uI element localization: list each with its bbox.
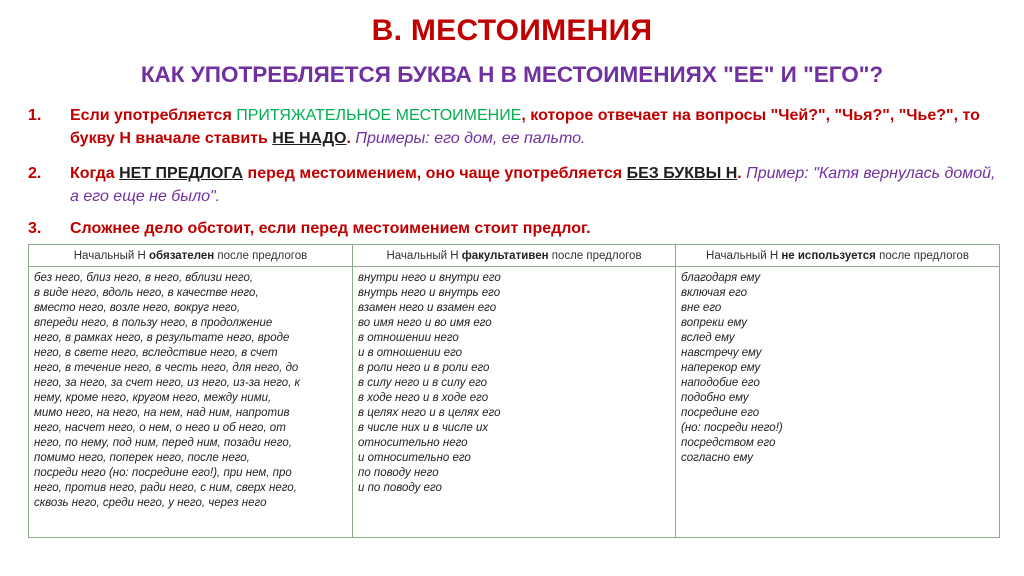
page-title: В. МЕСТОИМЕНИЯ — [371, 14, 653, 47]
rule-underline: БЕЗ БУКВЫ Н — [626, 165, 738, 182]
rule-text-part: , которое отвечает на вопросы "Чей?", "Чья?", "Чье?", то букву Н вначале ставить — [70, 107, 980, 147]
rule-text-part: . — [737, 165, 747, 182]
table-cell-line: и в отношении его — [358, 347, 463, 359]
table-cell-line: в отношении него — [358, 332, 459, 344]
rule-text-part: Когда — [70, 165, 120, 182]
prepositions-table — [28, 244, 1000, 538]
column-header-not-used: Начальный Н не используется после предлогов — [676, 245, 1000, 267]
table-cell-line: в роли него и в роли его — [358, 362, 490, 374]
rule-underline: НЕТ ПРЕДЛОГА — [119, 165, 244, 182]
rule-text-part: Если употребляется — [70, 107, 237, 124]
table-cell-line: в числе них и в числе их — [358, 422, 489, 434]
rule-underline: НЕ НАДО — [272, 130, 347, 147]
table-row — [29, 267, 1000, 538]
table-cell-line: благодаря ему — [681, 272, 761, 284]
column-header-optional: Начальный Н факультативен после предлогов — [353, 245, 676, 267]
table-cell-line: него, по нему, под ним, перед ним, позади него, — [34, 437, 292, 449]
table-cell-optional — [353, 267, 676, 538]
rule-text: Сложнее дело обстоит, если перед местоимением стоит предлог. — [70, 220, 591, 237]
table-cell-line: вопреки ему — [681, 317, 748, 329]
table-cell-line: вне его — [681, 302, 722, 314]
rule-number: 2. — [28, 165, 42, 182]
table-cell-line: него, насчет него, о нем, о него и об него, от — [34, 422, 286, 434]
table-cell-line: помимо него, поперек него, после него, — [34, 452, 250, 464]
table-cell-line: него, против него, ради него, с ним, сверх него, — [34, 482, 297, 494]
table-cell-line: вслед ему — [681, 332, 735, 344]
table-cell-line: внутрь него и внутрь его — [358, 287, 501, 299]
rule-number: 1. — [28, 107, 42, 124]
table-cell-line: навстречу ему — [681, 347, 762, 359]
table-header-row — [29, 245, 1000, 267]
table-cell-line: впереди него, в пользу него, в продолжение — [34, 317, 273, 329]
table-cell-line: нему, кроме него, кругом него, между ними, — [34, 392, 272, 404]
table-cell-line: посредине его — [681, 407, 760, 419]
table-cell-line: по поводу него — [358, 467, 439, 479]
column-header-mandatory: Начальный Н обязателен после предлогов — [29, 245, 353, 267]
table-cell-line: сквозь него, среди него, у него, через него — [34, 497, 267, 509]
table-cell-line: посредством его — [681, 437, 776, 449]
table-cell-line: него, в рамках него, в результате него, вроде — [34, 332, 290, 344]
rule-text — [70, 104, 998, 150]
table-cell-line: включая его — [681, 287, 748, 299]
rule-number: 3. — [28, 220, 42, 237]
rule-highlight: ПРИТЯЖАТЕЛЬНОЕ МЕСТОИМЕНИЕ — [236, 107, 522, 124]
table-cell-mandatory — [29, 267, 353, 538]
table-cell-line: наперекор ему — [681, 362, 761, 374]
page-subtitle: КАК УПОТРЕБЛЯЕТСЯ БУКВА Н В МЕСТОИМЕНИЯХ "ЕЕ" И "ЕГО"? — [140, 62, 884, 87]
table-cell-not-used — [676, 267, 1000, 538]
rule-example: Примеры: его дом, ее пальто. — [355, 130, 586, 147]
table-cell-line: наподобие его — [681, 377, 760, 389]
table-cell-line: без него, близ него, в него, вблизи него, — [34, 272, 254, 284]
rule-text-part: перед местоимением, оно чаще употребляется — [243, 165, 627, 182]
table-cell-line: него, в свете него, вследствие него, в счет — [34, 347, 278, 359]
table-cell-line: и по поводу его — [358, 482, 442, 494]
table-cell-line: относительно него — [358, 437, 468, 449]
table-cell-line: внутри него и внутри его — [358, 272, 501, 284]
rule-example: Пример: "Катя вернулась домой, а его еще не было". — [70, 165, 996, 205]
table-cell-line: него, в течение него, в честь него, для него, до — [34, 362, 299, 374]
table-cell-line: и относительно его — [358, 452, 471, 464]
rule-text — [70, 162, 998, 208]
table-cell-line: мимо него, на него, на нем, над ним, напротив — [34, 407, 290, 419]
rule-text-part: . — [346, 130, 356, 147]
table-cell-line: подобно ему — [681, 392, 749, 404]
table-cell-line: в ходе него и в ходе его — [358, 392, 489, 404]
table-cell-line: во имя него и во имя его — [358, 317, 492, 329]
table-cell-line: согласно ему — [681, 452, 754, 464]
table-cell-line: в силу него и в силу его — [358, 377, 488, 389]
table-cell-line: взамен него и взамен его — [358, 302, 497, 314]
table-cell-line: в целях него и в целях его — [358, 407, 501, 419]
table-cell-line: в виде него, вдоль него, в качестве него, — [34, 287, 259, 299]
table-cell-line: (но: посреди него!) — [681, 422, 783, 434]
table-cell-line: него, за него, за счет него, из него, из-за него, к — [34, 377, 300, 389]
table-cell-line: вместо него, возле него, вокруг него, — [34, 302, 241, 314]
table-cell-line: посреди него (но: посредине его!), при нем, про — [34, 467, 292, 479]
